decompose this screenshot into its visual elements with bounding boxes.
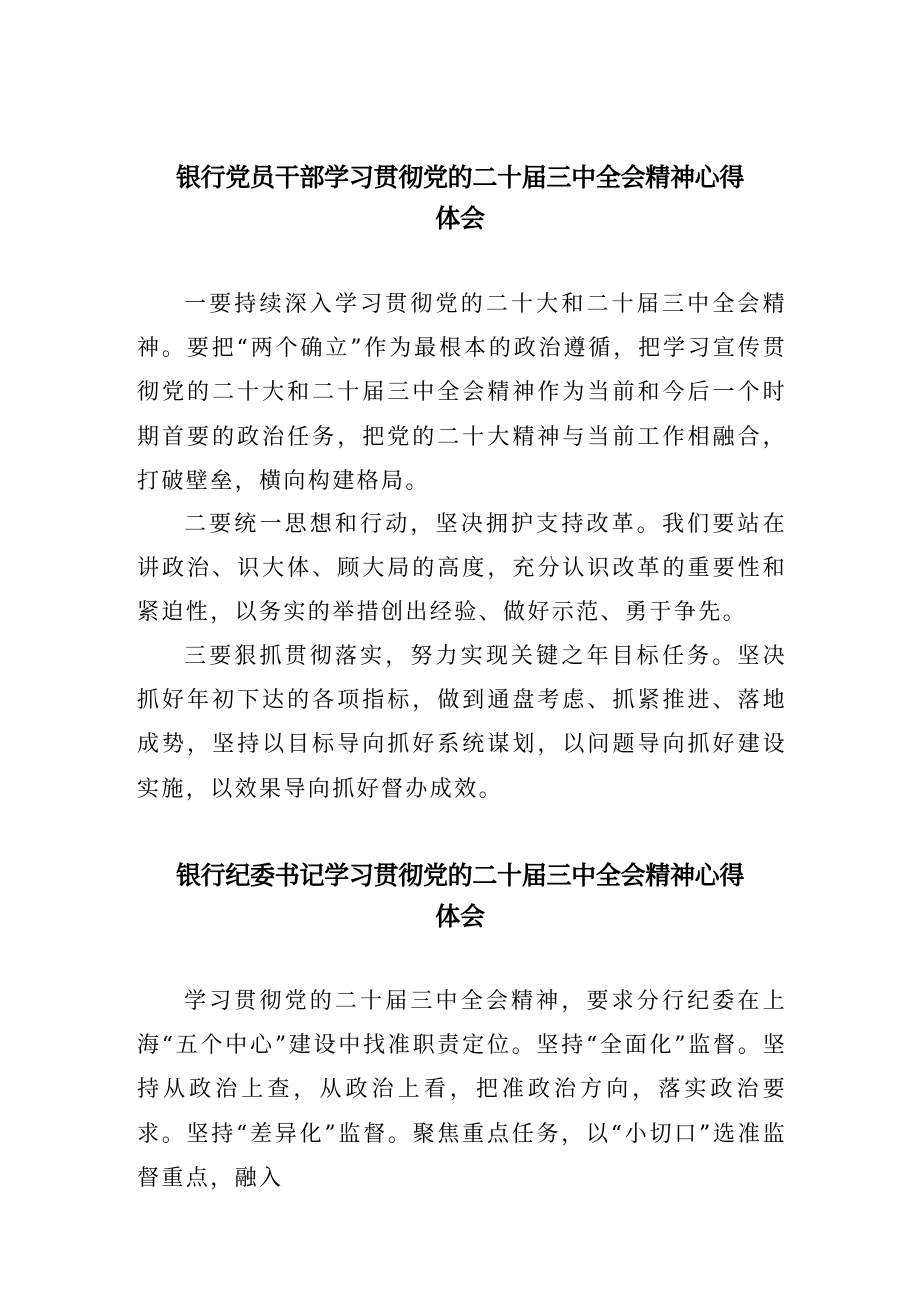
- section-1-paragraph-2: 二要统一思想和行动，坚决拥护支持改革。我们要站在讲政治、识大体、顾大局的高度，充分认识改革的重要性和紧迫性，以务实的举措创出经验、做好示范、勇于争先。: [137, 512, 787, 626]
- section-1-title-line-2: 体会: [435, 204, 485, 233]
- section-2-paragraph-1: 学习贯彻党的二十届三中全会精神，要求分行纪委在上海“五个中心”建设中找准职责定位。坚持“全面化”监督。坚持从政治上查，从政治上看，把准政治方向，落实政治要求。坚持“差异化”监督。聚焦重点任务，以“小切口”选准监督重点，融入: [137, 989, 787, 1191]
- section-1-paragraph-1: 一要持续深入学习贯彻党的二十大和二十届三中全会精神。要把“两个确立”作为最根本的政治遵循，把学习宣传贯彻党的二十大和二十届三中全会精神作为当前和今后一个时期首要的政治任务，把党的二十大精神与当前工作相融合，打破壁垒，横向构建格局。: [137, 292, 787, 494]
- section-1-paragraph-3: 三要狠抓贯彻落实，努力实现关键之年目标任务。坚决抓好年初下达的各项指标，做到通盘考虑、抓紧推进、落地成势，坚持以目标导向抓好系统谋划，以问题导向抓好建设实施，以效果导向抓好督办成效。: [137, 644, 787, 802]
- section-2-title-line-1: 银行纪委书记学习贯彻党的二十届三中全会精神心得: [175, 861, 745, 890]
- section-2-title: [0, 855, 920, 937]
- section-1-title-line-1: 银行党员干部学习贯彻党的二十届三中全会精神心得: [175, 163, 745, 192]
- section-2-title-line-2: 体会: [435, 902, 485, 931]
- section-1-title: [0, 157, 920, 239]
